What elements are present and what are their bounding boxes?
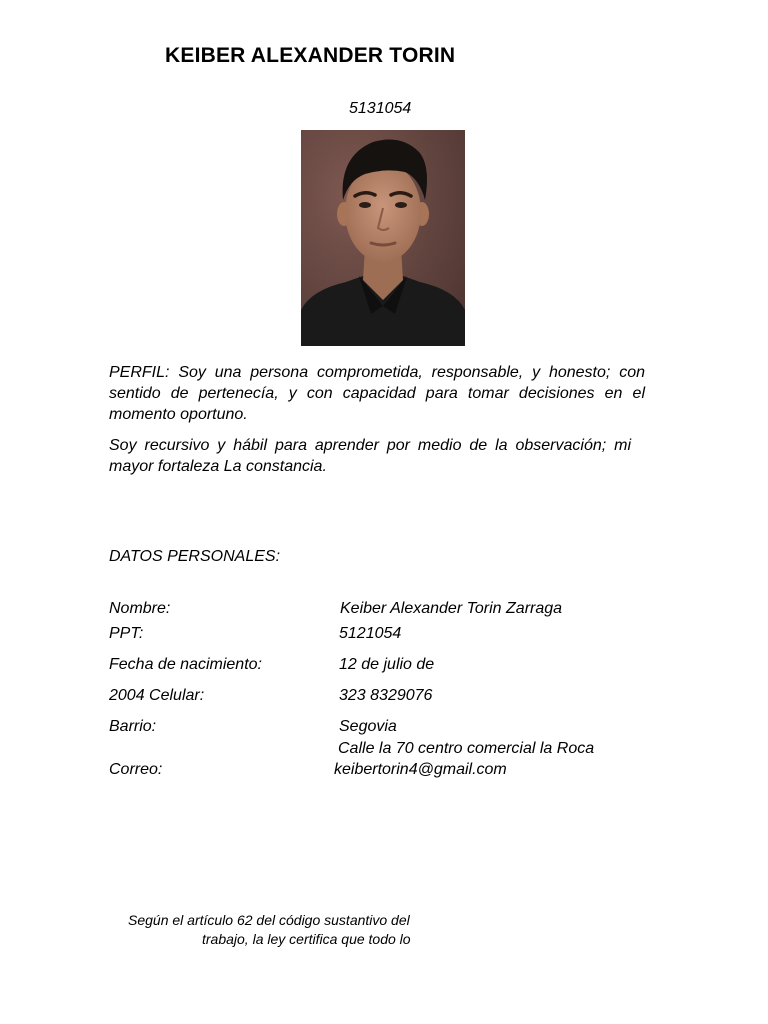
personal-data-heading: DATOS PERSONALES: <box>109 548 281 565</box>
neighborhood-label: Barrio: <box>109 718 157 735</box>
name-label: Nombre: <box>109 600 171 617</box>
name-value: Keiber Alexander Torin Zarraga <box>340 600 563 617</box>
email-label: Correo: <box>109 761 163 778</box>
ppt-value: 5121054 <box>339 625 402 642</box>
portrait-image <box>301 130 465 346</box>
resume-name-title: KEIBER ALEXANDER TORIN <box>165 44 456 67</box>
footnote-line: trabajo, la ley certifica que todo lo <box>202 931 411 947</box>
birthdate-value: 12 de julio de <box>339 656 435 673</box>
footnote-line: Según el artículo 62 del código sustantivo del <box>128 912 410 928</box>
legal-footnote <box>128 911 411 947</box>
phone-value: 323 8329076 <box>339 687 433 704</box>
phone-label: 2004 Celular: <box>109 687 205 704</box>
profile-photo <box>301 130 465 346</box>
profile-paragraph: PERFIL: Soy una persona comprometida, responsable, y honesto; con sentido de pertenecía, y con capacidad para tomar decisiones en el momento oportuno. <box>109 364 645 423</box>
profile-section <box>109 362 645 477</box>
birthdate-label: Fecha de nacimiento: <box>109 656 262 673</box>
email-value: keibertorin4@gmail.com <box>334 761 507 778</box>
address-value: Calle la 70 centro comercial la Roca <box>338 740 595 757</box>
profile-paragraph: Soy recursivo y hábil para aprender por medio de la observación; mi mayor fortaleza La constancia. <box>109 437 631 475</box>
neighborhood-value: Segovia <box>339 718 397 735</box>
id-number: 5131054 <box>349 100 412 117</box>
ppt-label: PPT: <box>109 625 144 642</box>
